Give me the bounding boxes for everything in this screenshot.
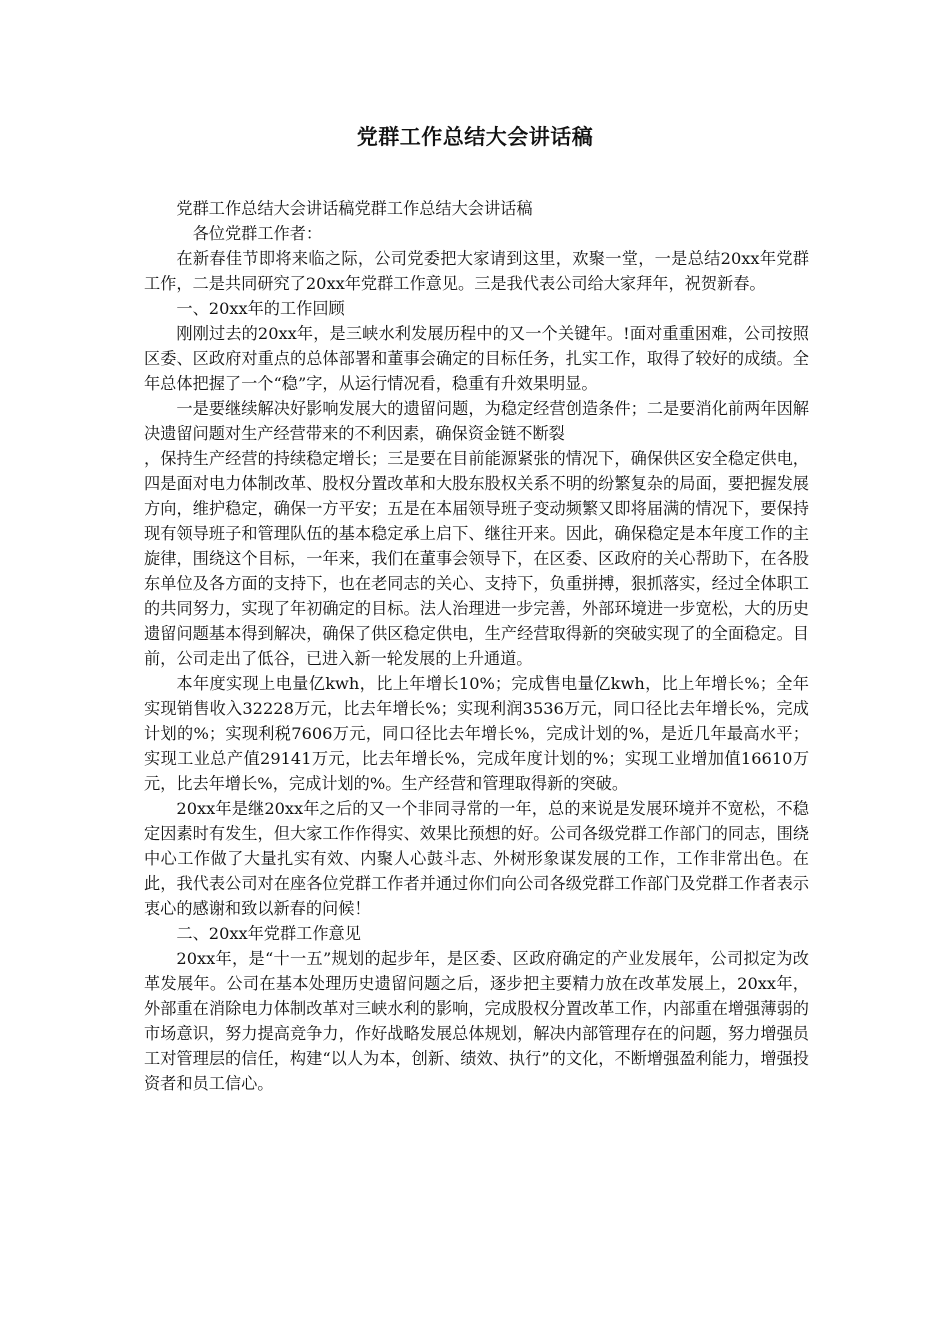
paragraph-opening: 在新春佳节即将来临之际，公司党委把大家请到这里，欢聚一堂，一是总结20xx年党群工作，二是共同研究了20xx年党群工作意见。三是我代表公司给大家拜年，祝贺新春。 bbox=[144, 249, 809, 293]
paragraph-greeting: 各位党群工作者： bbox=[192, 224, 323, 243]
paragraph-plan: 20xx年，是“十一五”规划的起步年，是区委、区政府确定的产业发展年，公司拟定为改革发展年。公司在基本处理历史遗留问题之后，逐步把主要精力放在改革发展上，20xx年，外部重在消除电力体制改革对三峡水利的影响，完成股权分置改革工作，内部重在增强薄弱的市场意识，努力提高竞争力，作好战略发展总体规划，解决内部管理存在的问题，努力增强员工对管理层的信任，构建“以人为本，创新、绩效、执行”的文化，不断增强盈利能力，增强投资者和员工信心。 bbox=[144, 949, 809, 1093]
paragraph-review-intro: 刚刚过去的20xx年，是三峡水利发展历程中的又一个关键年。!面对重重困难，公司按照区委、区政府对重点的总体部署和董事会确定的目标任务，扎实工作，取得了较好的成绩。全年总体把握了一个“稳”字，从运行情况看，稳重有升效果明显。 bbox=[144, 324, 809, 393]
paragraph-tasks: 一是要继续解决好影响发展大的遗留问题，为稳定经营创造条件；二是要消化前两年因解决遗留问题对生产经营带来的不利因素，确保资金链不断裂 bbox=[144, 399, 809, 443]
section-heading-plan: 二、20xx年党群工作意见 bbox=[176, 924, 361, 943]
paragraph-tasks-continued: ，保持生产经营的持续稳定增长；三是要在目前能源紧张的情况下，确保供区安全稳定供电，四是面对电力体制改革、股权分置改革和大股东股权关系不明的纷繁复杂的局面，要把握发展方向，维护稳定，确保一方平安；五是在本届领导班子变动频繁又即将届满的情况下，要保持现有领导班子和管理队伍的基本稳定承上启下、继往开来。因此，确保稳定是本年度工作的主旋律，围绕这个目标，一年来，我们在董事会领导下，在区委、区政府的关心帮助下，在各股东单位及各方面的支持下，也在老同志的关心、支持下，负重拼搏，狠抓落实，经过全体职工的共同努力，实现了年初确定的目标。法人治理进一步完善，外部环境进一步宽松，大的历史遗留问题基本得到解决，确保了供区稳定供电，生产经营取得新的突破实现了的全面稳定。目前，公司走出了低谷，已进入新一轮发展的上升通道。 bbox=[144, 449, 809, 668]
paragraph-results: 本年度实现上电量亿kwh，比上年增长10%；完成售电量亿kwh，比上年增长%；全年实现销售收入32228万元，比去年增长%；实现利润3536万元，同口径比去年增长%，完成计划的%；实现利税7606万元，同口径比去年增长%，完成计划的%，是近几年最高水平；实现工业总产值29141万元，比去年增长%，完成年度计划的%；实现工业增加值16610万元，比去年增长%，完成计划的%。生产经营和管理取得新的突破。 bbox=[144, 674, 809, 793]
paragraph-thanks: 20xx年是继20xx年之后的又一个非同寻常的一年，总的来说是发展环境并不宽松，不稳定因素时有发生，但大家工作作得实、效果比预想的好。公司各级党群工作部门的同志，围绕中心工作做了大量扎实有效、内聚人心鼓斗志、外树形象谋发展的工作，工作非常出色。在此，我代表公司对在座各位党群工作者并通过你们向公司各级党群工作部门及党群工作者表示衷心的感谢和致以新春的问候！ bbox=[144, 799, 809, 918]
document-title: 党群工作总结大会讲话稿 bbox=[356, 124, 594, 149]
section-heading-review: 一、20xx年的工作回顾 bbox=[176, 299, 345, 318]
document-body bbox=[144, 196, 809, 1096]
paragraph-heading-repeat: 党群工作总结大会讲话稿党群工作总结大会讲话稿 bbox=[176, 199, 533, 218]
